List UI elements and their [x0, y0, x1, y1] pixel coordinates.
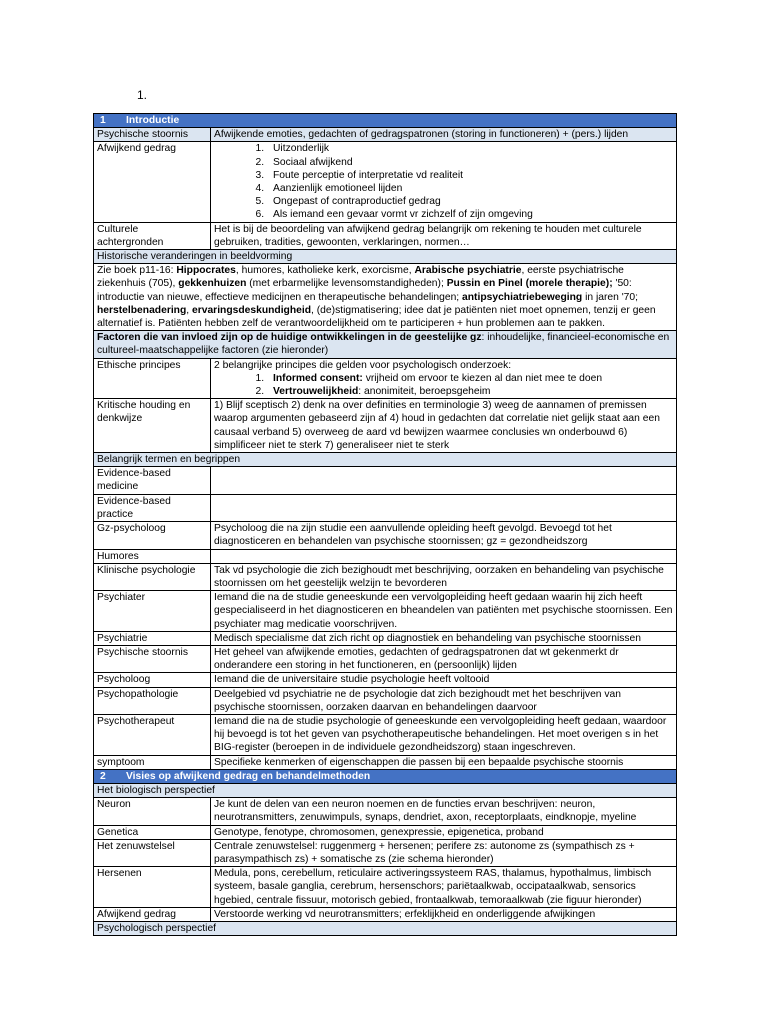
- term-cell: Psycholoog: [94, 673, 211, 687]
- definition-cell: Je kunt de delen van een neuron noemen en de functies ervan beschrijven: neuron, neurotransmitters, zenuwimpuls, synaps, dendriet, axon, receptorplaats, eindknopje, myeline: [211, 798, 677, 825]
- table-row: [94, 331, 677, 358]
- term-cell: symptoom: [94, 755, 211, 769]
- subheading-row: [94, 250, 677, 264]
- table-row: [94, 549, 677, 563]
- definition-cell: Het geheel van afwijkende emoties, gedachten of gedragspatronen dat wt gekenmerkt dr onderandere een storing in het functioneren, en (persoonlijk) lijden: [211, 645, 677, 672]
- term-cell: Gz-psycholoog: [94, 522, 211, 549]
- definition-cell: Centrale zenuwstelsel: ruggenmerg + hersenen; perifere zs: autonome zs (sympathisch zs + parasympathisch zs) + somatische zs (zie schema hieronder): [211, 839, 677, 866]
- subheading-row: [94, 453, 677, 467]
- table-row: [94, 399, 677, 453]
- subheading-row: [94, 783, 677, 797]
- table-row: [94, 687, 677, 714]
- definition-cell: Deelgebied vd psychiatrie ne de psychologie dat zich bezighoudt met het beschrijven van psychische stoornissen, oorzaken daarvan en behandelingen daarvoor: [211, 687, 677, 714]
- table-row: [94, 128, 677, 142]
- subheading: Historische veranderingen in beeldvorming: [94, 250, 677, 264]
- table-row: [94, 839, 677, 866]
- definition-cell: Medisch specialisme dat zich richt op diagnostiek en behandeling van psychische stoornissen: [211, 631, 677, 645]
- section-number: 1: [100, 115, 106, 126]
- section-title: Introductie: [126, 115, 180, 126]
- list-item: 4. Aanzienlijk emotioneel lijden: [267, 182, 673, 195]
- term-cell: Psychische stoornis: [94, 128, 211, 142]
- paragraph-cell: Zie boek p11-16: Hippocrates, humores, katholieke kerk, exorcisme, Arabische psychiatrie, eerste psychiatrische ziekenhuis (705), gekkenhuizen (met erbarmelijke levensomstandigheden); Pussin en Pinel (morele therapie); '50: introductie van nieuwe, effectieve medicijnen en therapeutische behandelingen; antipsychiatriebeweging in jaren '70; herstelbenadering, ervaringsdeskundigheid, (de)stigmatisering; idee dat je patiënten niet moet opnemen, tenzij er geen alternatief is. Patiënten hebben zelf de verantwoordelijkheid om te participeren + hun problemen aan te pakken.: [94, 264, 677, 331]
- term-cell: Evidence-based medicine: [94, 467, 211, 494]
- list-item: 3. Foute perceptie of interpretatie vd realiteit: [267, 169, 673, 182]
- definition-cell: Iemand die na de studie geneeskunde een vervolgopleiding heeft gedaan waarin hij zich heeft gespecialiseerd in het diagnosticeren en bheandelen van patiënten met psychische stoornissen. Een psychiater mag medicatie voorschrijven.: [211, 591, 677, 632]
- table-row: [94, 631, 677, 645]
- list-item: 2. Vertrouwelijkheid: anonimiteit, beroepsgeheim: [267, 385, 673, 398]
- definition-cell: Iemand die de universitaire studie psychologie heeft voltooid: [211, 673, 677, 687]
- definition-cell: [211, 358, 677, 399]
- subheading: Psychologisch perspectief: [94, 921, 677, 935]
- term-cell: Humores: [94, 549, 211, 563]
- term-cell: Afwijkend gedrag: [94, 907, 211, 921]
- subheading: Belangrijk termen en begrippen: [94, 453, 677, 467]
- list-item: 1. Uitzonderlijk: [267, 142, 673, 155]
- table-row: [94, 645, 677, 672]
- subheading: Het biologisch perspectief: [94, 783, 677, 797]
- list-marker: 1.: [137, 88, 148, 102]
- table-row: [94, 142, 677, 222]
- term-cell: Kritische houding en denkwijze: [94, 399, 211, 453]
- definition-cell: Verstoorde werking vd neurotransmitters; erfeklijkheid en onderliggende afwijkingen: [211, 907, 677, 921]
- section-title: Visies op afwijkend gedrag en behandelmethoden: [126, 770, 371, 782]
- term-cell: Klinische psychologie: [94, 563, 211, 590]
- table-row: [94, 755, 677, 769]
- definition-cell: [211, 494, 677, 521]
- term-cell: Hersenen: [94, 867, 211, 908]
- notes-table: [93, 113, 677, 936]
- term-cell: Afwijkend gedrag: [94, 142, 211, 222]
- term-cell: Het zenuwstelsel: [94, 839, 211, 866]
- table-row: [94, 714, 677, 755]
- definition-cell: [211, 549, 677, 563]
- table-row: [94, 907, 677, 921]
- section-header: [94, 769, 677, 783]
- term-cell: Genetica: [94, 825, 211, 839]
- section-number: 2: [100, 770, 106, 782]
- ethics-intro: 2 belangrijke principes die gelden voor psychologisch onderzoek:: [214, 359, 512, 371]
- definition-cell: Psycholoog die na zijn studie een aanvullende opleiding heeft gevolgd. Bevoegd tot het diagnosticeren en behandelen van psychische stoornissen; gz = gezondheidszorg: [211, 522, 677, 549]
- term-cell: Culturele achtergronden: [94, 222, 211, 249]
- list-item: 2. Sociaal afwijkend: [267, 156, 673, 169]
- subheading-row: [94, 921, 677, 935]
- numbered-list: [214, 142, 673, 221]
- table-row: [94, 264, 677, 331]
- definition-cell: [211, 142, 677, 222]
- table-row: [94, 358, 677, 399]
- list-item: 5. Ongepast of contraproductief gedrag: [267, 195, 673, 208]
- table-row: [94, 591, 677, 632]
- table-row: [94, 867, 677, 908]
- table-row: [94, 467, 677, 494]
- definition-cell: Specifieke kenmerken of eigenschappen die passen bij een bepaalde psychische stoornis: [211, 755, 677, 769]
- term-cell: Psychopathologie: [94, 687, 211, 714]
- term-cell: Psychiater: [94, 591, 211, 632]
- list-item: 1. Informed consent: vrijheid om ervoor te kiezen al dan niet mee te doen: [267, 372, 673, 385]
- term-cell: Psychische stoornis: [94, 645, 211, 672]
- numbered-list: [214, 372, 673, 398]
- term-cell: Ethische principes: [94, 358, 211, 399]
- definition-cell: 1) Blijf sceptisch 2) denk na over definities en terminologie 3) weeg de aannamen of premissen waarop argumenten gebaseerd zijn af 4) houd in gedachten dat correlatie niet gelijk staat aan een causaal verband 5) overweeg de aard vd bewijzen waarmee conclusies wn onderbouwd 6) simplificeer niet te sterk 7) generaliseer niet te sterk: [211, 399, 677, 453]
- term-cell: Psychotherapeut: [94, 714, 211, 755]
- table-row: [94, 563, 677, 590]
- table-row: [94, 494, 677, 521]
- table-row: [94, 222, 677, 249]
- definition-cell: [211, 467, 677, 494]
- definition-cell: Tak vd psychologie die zich bezighoudt met beschrijving, oorzaken en behandeling van psychische stoornissen om het geestelijk welzijn te bevorderen: [211, 563, 677, 590]
- definition-cell: Iemand die na de studie psychologie of geneeskunde een vervolgopleiding heeft gedaan, waardoor hij bevoegd is tot het geven van psychotherapeutische behandelingen. Het moet overigen s in het BIG-register (beroepen in de individuele gezondheidszorg) staan ingeschreven.: [211, 714, 677, 755]
- table-row: [94, 673, 677, 687]
- definition-cell: Medula, pons, cerebellum, reticulaire activeringssysteem RAS, thalamus, hypothalmus, limbisch systeem, basale ganglia, cerebrum, hersenschors; pariëtaalkwab, occipataalkwab, sensorics hgebied, centrale fissuur, motorisch gebied, frontaalkwab, temoraalkwab (zie figuur hieronder): [211, 867, 677, 908]
- table-row: [94, 825, 677, 839]
- definition-cell: Het is bij de beoordeling van afwijkend gedrag belangrijk om rekening te houden met culturele gebruiken, tradities, gewoonten, verklaringen, normen…: [211, 222, 677, 249]
- list-item: 6. Als iemand een gevaar vormt vr zichzelf of zijn omgeving: [267, 208, 673, 221]
- term-cell: Psychiatrie: [94, 631, 211, 645]
- section-header: [94, 114, 677, 128]
- table-row: [94, 798, 677, 825]
- paragraph-cell: Factoren die van invloed zijn op de huidige ontwikkelingen in de geestelijke gz: inhoudelijke, financieel-economische en cultureel-maatschappelijke factoren (zie hieronder): [94, 331, 677, 358]
- table-row: [94, 522, 677, 549]
- term-cell: Neuron: [94, 798, 211, 825]
- definition-cell: Genotype, fenotype, chromosomen, genexpressie, epigenetica, proband: [211, 825, 677, 839]
- term-cell: Evidence-based practice: [94, 494, 211, 521]
- definition-cell: Afwijkende emoties, gedachten of gedragspatronen (storing in functioneren) + (pers.) lijden: [211, 128, 677, 142]
